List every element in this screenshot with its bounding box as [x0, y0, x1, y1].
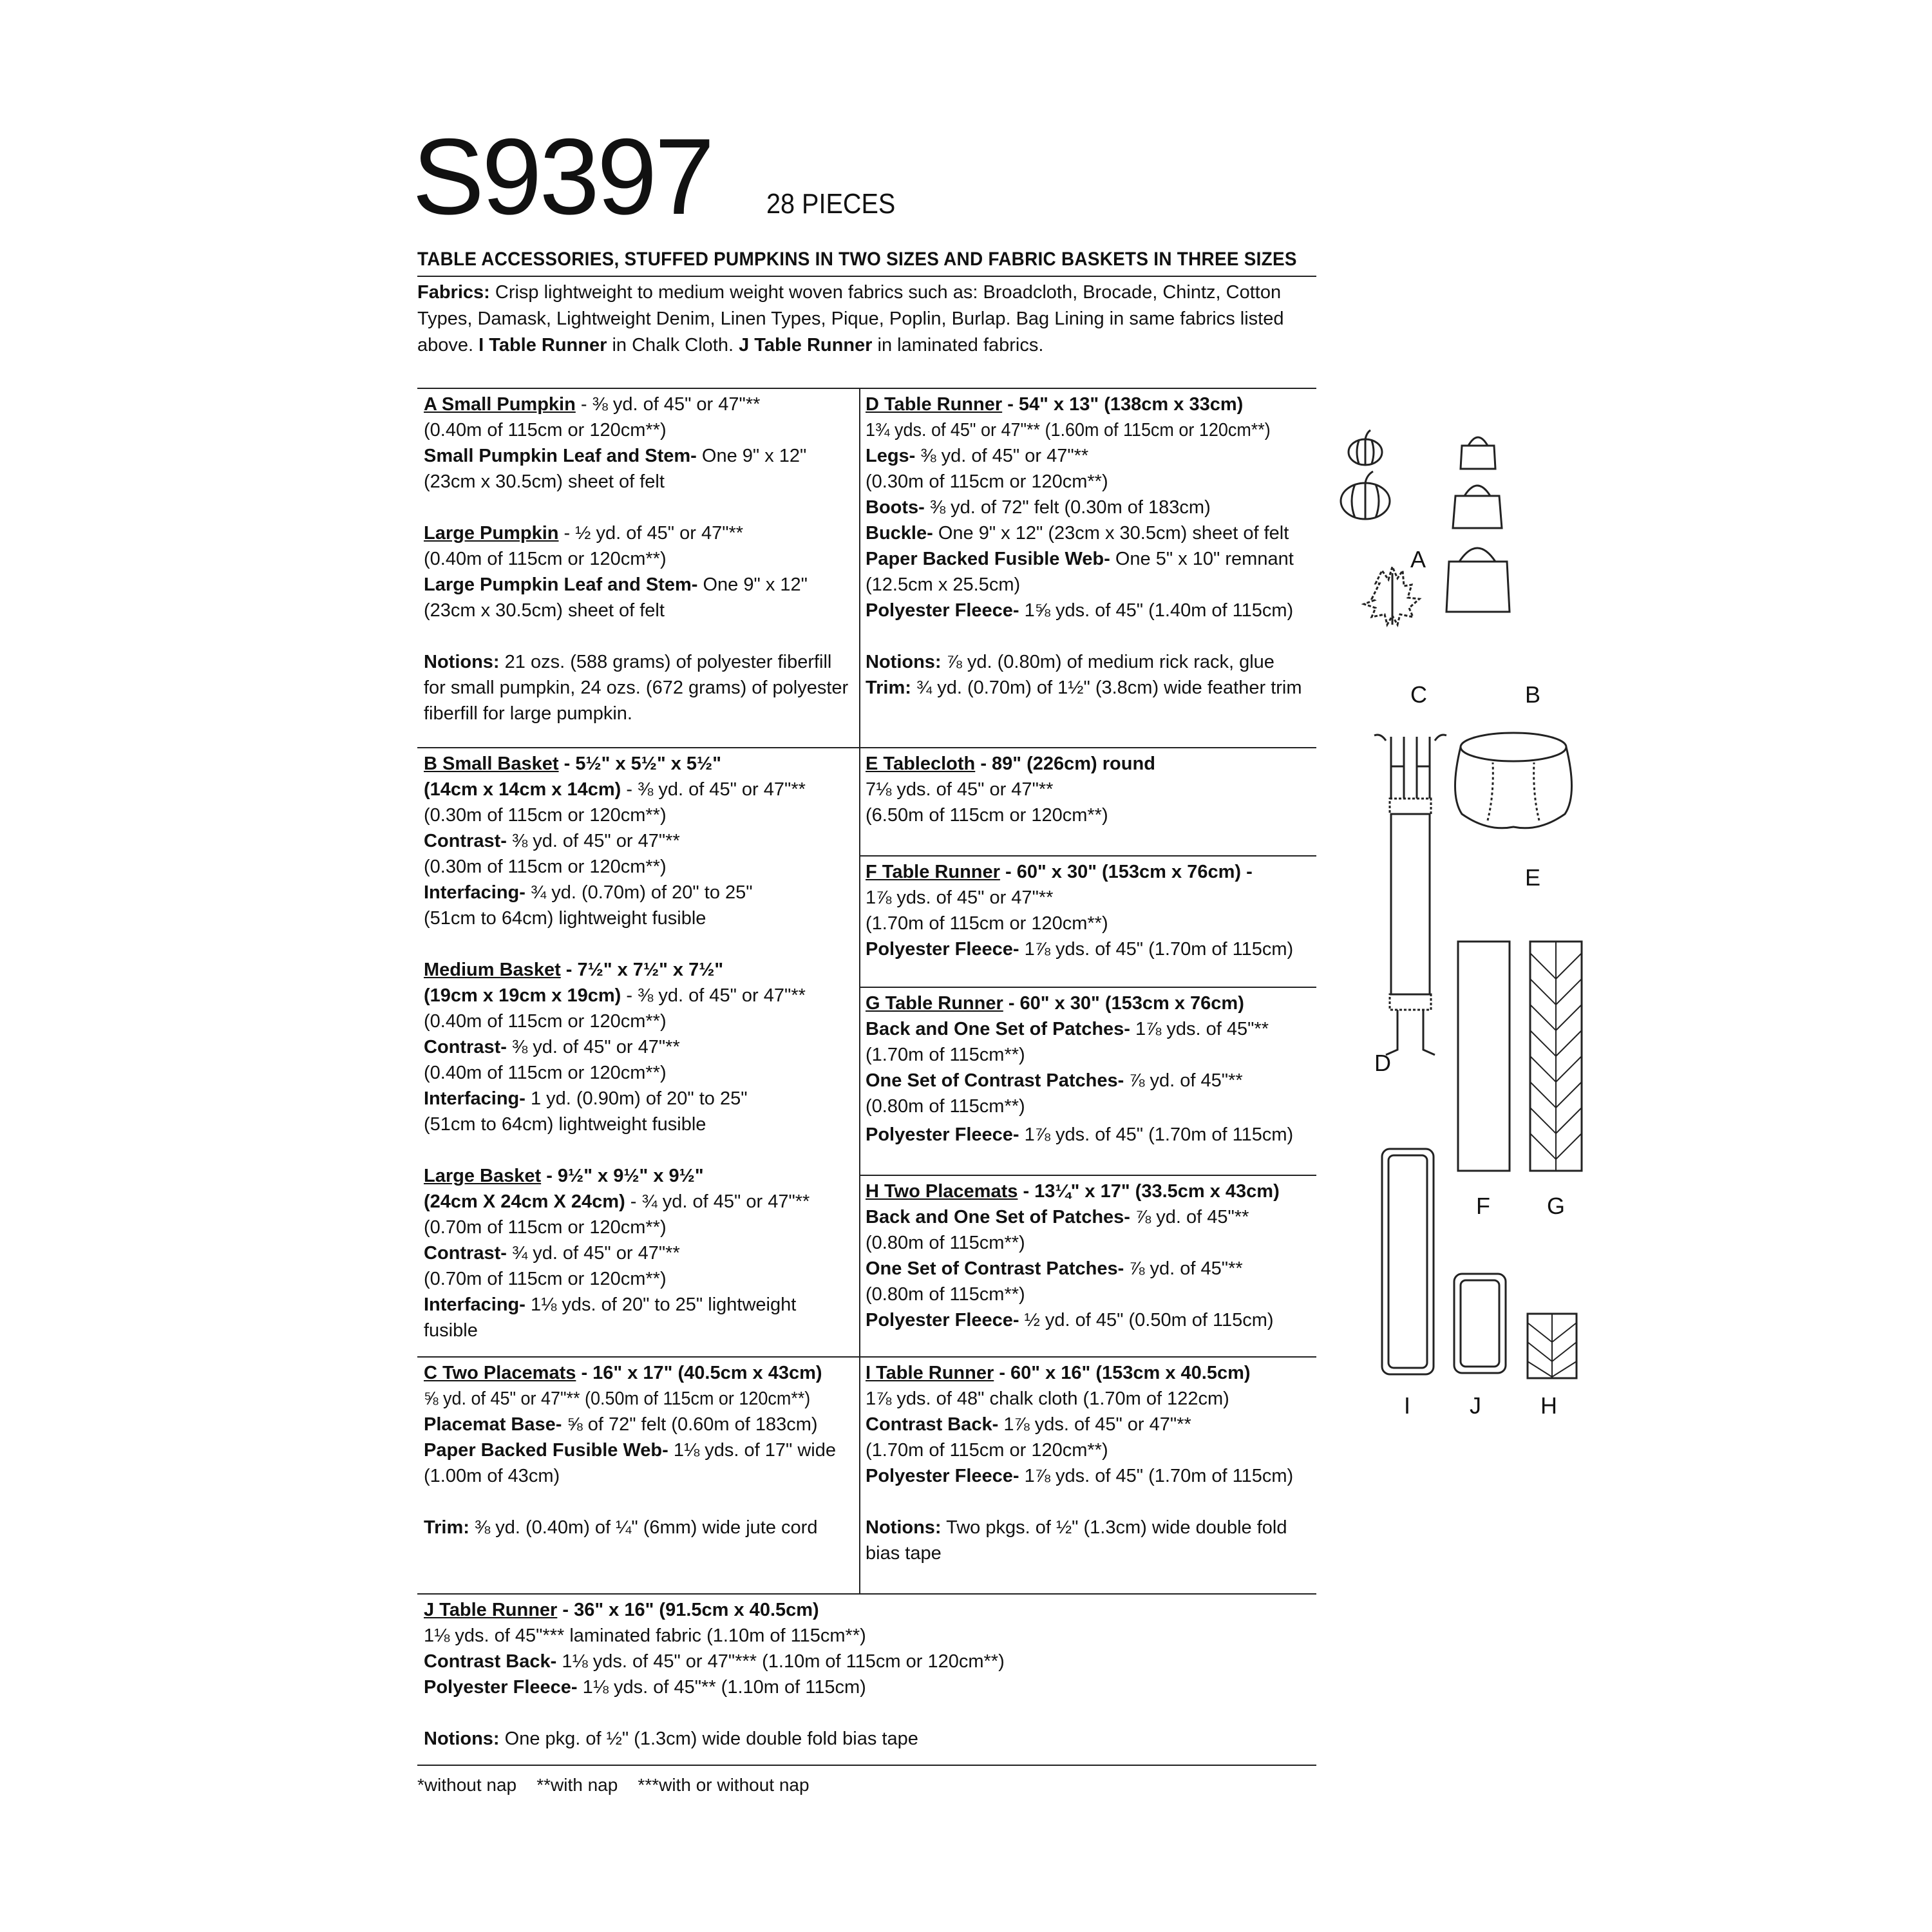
view-label-a: A — [1410, 546, 1426, 573]
view-a-large-leaf-label: Large Pumpkin Leaf and Stem- — [424, 574, 698, 595]
view-b-large-metric-dims: (24cm X 24cm X 24cm) — [424, 1191, 625, 1212]
view-b-large-interfacing-label: Interfacing- — [424, 1294, 526, 1315]
view-g-dims: - 60" x 30" (153cm x 76cm) — [1003, 993, 1244, 1014]
view-d-legs: ⅜ yd. of 45" or 47"** — [915, 446, 1089, 466]
view-a-small-amount: - ⅜ yd. of 45" or 47"** — [575, 394, 761, 415]
view-d-trim-label: Trim: — [866, 677, 911, 698]
view-j-title: J Table Runner — [424, 1600, 558, 1620]
view-d-notions-label: Notions: — [866, 652, 942, 672]
view-j-fleece-label: Polyester Fleece- — [424, 1677, 578, 1698]
view-g-back-metric: (1.70m of 115cm**) — [866, 1045, 1025, 1065]
view-c-dims: - 16" x 17" (40.5cm x 43cm) — [576, 1363, 822, 1383]
view-d-legs-metric: (0.30m of 115cm or 120cm**) — [866, 471, 1108, 492]
view-g-contrast-label: One Set of Contrast Patches- — [866, 1070, 1124, 1091]
view-i-requirements — [866, 1360, 1293, 1566]
view-d-requirements — [866, 392, 1302, 701]
view-i-notions: Two pkgs. of ½" (1.3cm) wide double fold — [941, 1517, 1287, 1538]
view-label-g: G — [1547, 1193, 1566, 1219]
view-d-trim: ¾ yd. (0.70m) of 1½" (3.8cm) wide feather trim — [911, 677, 1302, 698]
fabrics-j-text: in laminated fabrics. — [872, 335, 1044, 355]
view-i-back: 1⅞ yds. of 45" or 47"** — [998, 1414, 1191, 1435]
view-b-large-title: Large Basket — [424, 1166, 542, 1186]
fabrics-paragraph — [417, 279, 1312, 359]
view-i-title: I Table Runner — [866, 1363, 994, 1383]
view-label-j: J — [1470, 1392, 1481, 1419]
tablecloth-illustration — [1443, 724, 1584, 853]
view-h-back: ⅞ yd. of 45"** — [1130, 1207, 1249, 1227]
view-a-notions-3: fiberfill for large pumpkin. — [424, 703, 632, 724]
view-a-small-title: A Small Pumpkin — [424, 394, 576, 415]
table-column-divider — [859, 388, 860, 1593]
view-label-e: E — [1525, 864, 1541, 891]
view-a-small-leaf-metric: (23cm x 30.5cm) sheet of felt — [424, 471, 665, 492]
view-i-notions-label: Notions: — [866, 1517, 942, 1538]
view-b-medium-amount: - ⅜ yd. of 45" or 47"** — [621, 985, 806, 1006]
view-b-small-dims: - 5½" x 5½" x 5½" — [558, 753, 721, 774]
small-pumpkin-icon — [1349, 430, 1382, 465]
view-b-small-interfacing-2: (51cm to 64cm) lightweight fusible — [424, 908, 706, 929]
view-c-trim: ⅜ yd. (0.40m) of ¼" (6mm) wide jute cord — [469, 1517, 818, 1538]
view-d-notions: ⅞ yd. (0.80m) of medium rick rack, glue — [941, 652, 1274, 672]
view-b-large-contrast: ¾ yd. of 45" or 47"** — [506, 1243, 680, 1264]
view-b-large-interfacing-2: fusible — [424, 1320, 478, 1341]
view-a-notions-2: for small pumpkin, 24 ozs. (672 grams) of polyester — [424, 677, 849, 698]
table-runner-legs-illustration — [1372, 728, 1449, 1063]
nap-footnote: *without nap **with nap ***with or without nap — [417, 1775, 810, 1795]
view-f-title: F Table Runner — [866, 862, 1000, 882]
view-b-large-interfacing: 1⅛ yds. of 20" to 25" lightweight — [525, 1294, 797, 1315]
view-c-base: ⅝ of 72" felt (0.60m of 183cm) — [562, 1414, 818, 1435]
fabrics-text: Crisp lightweight to medium weight woven fabrics such as: Broadcloth, Brocade, Chintz, Cotton Types, Damask, Lightweight Denim, Linen Types, Pique, Poplin, Burlap. Bag Lining in same fabrics listed above. — [417, 282, 1284, 355]
view-h-dims: - 13¼" x 17" (33.5cm x 43cm) — [1018, 1181, 1280, 1202]
large-pumpkin-icon — [1341, 471, 1390, 519]
view-h-fleece-label: Polyester Fleece- — [866, 1310, 1019, 1331]
view-g-title: G Table Runner — [866, 993, 1003, 1014]
view-h-back-metric: (0.80m of 115cm**) — [866, 1233, 1025, 1253]
view-i-dims: - 60" x 16" (153cm x 40.5cm) — [994, 1363, 1251, 1383]
pattern-subtitle: TABLE ACCESSORIES, STUFFED PUMPKINS IN TWO SIZES AND FABRIC BASKETS IN THREE SIZES — [417, 249, 1297, 270]
view-d-fleece-label: Polyester Fleece- — [866, 600, 1019, 621]
view-d-web-metric: (12.5cm x 25.5cm) — [866, 574, 1021, 595]
view-g-back-label: Back and One Set of Patches- — [866, 1019, 1130, 1039]
view-i-amount: 1⅞ yds. of 48" chalk cloth (1.70m of 122cm) — [866, 1388, 1229, 1409]
view-g-requirements — [866, 990, 1293, 1148]
view-b-small-contrast-label: Contrast- — [424, 831, 507, 851]
view-b-small-amount: - ⅜ yd. of 45" or 47"** — [621, 779, 806, 800]
view-j-runner-illustration — [1453, 1273, 1507, 1376]
view-a-requirements — [424, 392, 848, 726]
view-b-medium-contrast: ⅜ yd. of 45" or 47"** — [506, 1037, 680, 1057]
row-rule-c-j — [417, 1593, 1316, 1595]
table-bottom-rule — [417, 1765, 1316, 1766]
view-f-dims: - 60" x 30" (153cm x 76cm) - — [999, 862, 1253, 882]
view-g-contrast-metric: (0.80m of 115cm**) — [866, 1096, 1025, 1117]
view-a-large-leaf-text: One 9" x 12" — [697, 574, 808, 595]
fabrics-i-label: I Table Runner — [478, 335, 607, 355]
view-a-large-amount: - ½ yd. of 45" or 47"** — [558, 523, 744, 544]
view-b-medium-interfacing-2: (51cm to 64cm) lightweight fusible — [424, 1114, 706, 1135]
view-b-small-contrast: ⅜ yd. of 45" or 47"** — [506, 831, 680, 851]
view-f-runner-illustration — [1457, 940, 1511, 1173]
view-f-metric: (1.70m of 115cm or 120cm**) — [866, 913, 1108, 934]
view-a-large-metric: (0.40m of 115cm or 120cm**) — [424, 549, 667, 569]
view-b-medium-dims: - 7½" x 7½" x 7½" — [560, 960, 724, 980]
view-d-title: D Table Runner — [866, 394, 1003, 415]
view-i-fleece-label: Polyester Fleece- — [866, 1466, 1019, 1486]
view-b-medium-interfacing-label: Interfacing- — [424, 1088, 526, 1109]
view-i-notions-2: bias tape — [866, 1543, 942, 1564]
view-c-title: C Two Placemats — [424, 1363, 576, 1383]
view-d-boots-label: Boots- — [866, 497, 925, 518]
view-b-small-metric: (0.30m of 115cm or 120cm**) — [424, 805, 667, 826]
view-b-small-title: B Small Basket — [424, 753, 559, 774]
view-d-buckle: One 9" x 12" (23cm x 30.5cm) sheet of felt — [933, 523, 1289, 544]
small-basket-icon — [1461, 437, 1495, 469]
view-h-title: H Two Placemats — [866, 1181, 1018, 1202]
table-top-rule — [417, 388, 1316, 389]
large-basket-icon — [1446, 548, 1510, 612]
view-i-back-label: Contrast Back- — [866, 1414, 999, 1435]
view-label-i: I — [1404, 1392, 1411, 1419]
view-b-large-amount: - ¾ yd. of 45" or 47"** — [625, 1191, 810, 1212]
view-j-amount: 1⅛ yds. of 45"*** laminated fabric (1.10m of 115cm**) — [424, 1625, 866, 1646]
fabrics-label: Fabrics: — [417, 282, 490, 303]
view-c-web-metric: (1.00m of 43cm) — [424, 1466, 560, 1486]
fabrics-i-text: in Chalk Cloth. — [607, 335, 739, 355]
medium-basket-icon — [1453, 486, 1502, 528]
view-d-buckle-label: Buckle- — [866, 523, 933, 544]
view-f-amount: 1⅞ yds. of 45" or 47"** — [866, 887, 1054, 908]
view-h-back-label: Back and One Set of Patches- — [866, 1207, 1130, 1227]
view-d-legs-label: Legs- — [866, 446, 916, 466]
view-h-placemat-illustration — [1526, 1312, 1578, 1379]
view-a-notions-1: 21 ozs. (588 grams) of polyester fiberfill — [499, 652, 832, 672]
view-d-dims: - 54" x 13" (138cm x 33cm) — [1002, 394, 1244, 415]
view-b-large-dims: - 9½" x 9½" x 9½" — [541, 1166, 704, 1186]
view-b-medium-contrast-label: Contrast- — [424, 1037, 507, 1057]
view-j-back: 1⅛ yds. of 45" or 47"*** (1.10m of 115cm or 120cm**) — [556, 1651, 1005, 1672]
view-b-small-contrast-metric: (0.30m of 115cm or 120cm**) — [424, 857, 667, 877]
view-label-h: H — [1540, 1392, 1557, 1419]
view-d-boots: ⅜ yd. of 72" felt (0.30m of 183cm) — [924, 497, 1211, 518]
view-h-contrast-label: One Set of Contrast Patches- — [866, 1258, 1124, 1279]
view-b-large-metric: (0.70m of 115cm or 120cm**) — [424, 1217, 667, 1238]
view-d-web: One 5" x 10" remnant — [1110, 549, 1294, 569]
view-f-fleece-label: Polyester Fleece- — [866, 939, 1019, 960]
view-a-large-title: Large Pumpkin — [424, 523, 559, 544]
view-g-contrast: ⅞ yd. of 45"** — [1124, 1070, 1243, 1091]
view-b-large-contrast-label: Contrast- — [424, 1243, 507, 1264]
fabrics-j-label: J Table Runner — [739, 335, 873, 355]
view-e-metric: (6.50m of 115cm or 120cm**) — [866, 805, 1108, 826]
view-a-large-leaf-metric: (23cm x 30.5cm) sheet of felt — [424, 600, 665, 621]
view-g-fleece: 1⅞ yds. of 45" (1.70m of 115cm) — [1019, 1124, 1294, 1145]
view-b-small-interfacing-label: Interfacing- — [424, 882, 526, 903]
view-d-web-label: Paper Backed Fusible Web- — [866, 549, 1110, 569]
view-c-web: 1⅛ yds. of 17" wide — [668, 1440, 836, 1461]
view-c-amount: ⅝ yd. of 45" or 47"** (0.50m of 115cm or 120cm**) — [424, 1388, 811, 1409]
view-h-contrast: ⅞ yd. of 45"** — [1124, 1258, 1243, 1279]
view-label-f: F — [1476, 1193, 1490, 1219]
row-rule-b-c — [417, 1356, 1316, 1358]
view-b-medium-interfacing: 1 yd. (0.90m) of 20" to 25" — [525, 1088, 748, 1109]
view-j-dims: - 36" x 16" (91.5cm x 40.5cm) — [557, 1600, 819, 1620]
view-e-dims: - 89" (226cm) round — [975, 753, 1155, 774]
piece-count: 28 PIECES — [766, 188, 896, 220]
view-j-notions-label: Notions: — [424, 1728, 500, 1749]
view-a-small-leaf-text: One 9" x 12" — [696, 446, 807, 466]
view-label-b: B — [1525, 681, 1541, 708]
view-c-base-label: Placemat Base- — [424, 1414, 562, 1435]
view-label-d: D — [1374, 1050, 1391, 1076]
view-b-medium-title: Medium Basket — [424, 960, 561, 980]
view-a-b-c-illustrations — [1333, 425, 1552, 747]
view-d-fleece: 1⅝ yds. of 45" (1.40m of 115cm) — [1019, 600, 1294, 621]
view-j-fleece: 1⅛ yds. of 45"** (1.10m of 115cm) — [577, 1677, 866, 1698]
view-h-contrast-metric: (0.80m of 115cm**) — [866, 1284, 1025, 1305]
view-j-back-label: Contrast Back- — [424, 1651, 557, 1672]
view-c-trim-label: Trim: — [424, 1517, 469, 1538]
view-g-back: 1⅞ yds. of 45"** — [1130, 1019, 1269, 1039]
view-label-c: C — [1410, 681, 1427, 708]
row-rule-f-g — [859, 987, 1316, 988]
view-j-requirements — [424, 1597, 1005, 1752]
view-a-small-metric: (0.40m of 115cm or 120cm**) — [424, 420, 667, 440]
view-b-requirements — [424, 751, 810, 1343]
maple-leaf-placemat-icon — [1364, 567, 1419, 625]
view-a-notions-label: Notions: — [424, 652, 500, 672]
view-b-medium-metric: (0.40m of 115cm or 120cm**) — [424, 1011, 667, 1032]
row-rule-e-f — [859, 855, 1316, 857]
view-e-requirements — [866, 751, 1155, 828]
view-a-small-leaf-label: Small Pumpkin Leaf and Stem- — [424, 446, 697, 466]
view-c-web-label: Paper Backed Fusible Web- — [424, 1440, 668, 1461]
row-rule-a-b — [417, 747, 1316, 748]
view-j-notions: One pkg. of ½" (1.3cm) wide double fold bias tape — [499, 1728, 918, 1749]
view-f-fleece: 1⅞ yds. of 45" (1.70m of 115cm) — [1019, 939, 1294, 960]
view-c-requirements — [424, 1360, 839, 1540]
view-g-runner-illustration — [1529, 940, 1583, 1173]
view-f-requirements — [866, 859, 1293, 962]
subtitle-divider — [417, 276, 1316, 277]
view-b-medium-contrast-metric: (0.40m of 115cm or 120cm**) — [424, 1063, 667, 1083]
view-h-requirements — [866, 1179, 1280, 1333]
view-b-medium-metric-dims: (19cm x 19cm x 19cm) — [424, 985, 621, 1006]
view-i-runner-illustration — [1381, 1148, 1435, 1377]
row-rule-g-h — [859, 1175, 1316, 1176]
view-e-amount: 7⅛ yds. of 45" or 47"** — [866, 779, 1054, 800]
view-b-small-interfacing: ¾ yd. (0.70m) of 20" to 25" — [525, 882, 753, 903]
view-g-fleece-label: Polyester Fleece- — [866, 1124, 1019, 1145]
view-h-fleece: ½ yd. of 45" (0.50m of 115cm) — [1019, 1310, 1274, 1331]
view-i-fleece: 1⅞ yds. of 45" (1.70m of 115cm) — [1019, 1466, 1294, 1486]
view-e-title: E Tablecloth — [866, 753, 976, 774]
view-b-large-contrast-metric: (0.70m of 115cm or 120cm**) — [424, 1269, 667, 1289]
view-d-amount: 1¾ yds. of 45" or 47"** (1.60m of 115cm or 120cm**) — [866, 420, 1271, 440]
pattern-number: S9397 — [412, 116, 712, 237]
view-b-small-metric-dims: (14cm x 14cm x 14cm) — [424, 779, 621, 800]
view-i-back-metric: (1.70m of 115cm or 120cm**) — [866, 1440, 1108, 1461]
